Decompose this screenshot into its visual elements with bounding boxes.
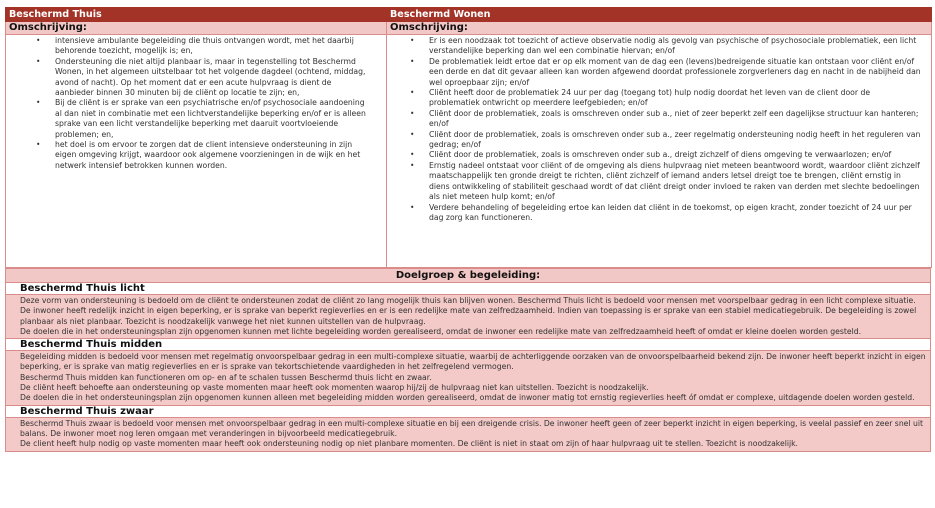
list-item: • Cliënt heeft door de problematiek 24 uur per dag (toegang tot) hulp nodig doordat het leven van de client door de problematiek ontwricht op meerdere leefgebieden; en/of [410,88,871,108]
bullet-icon: • [36,98,41,108]
list-item: • Cliënt door de problematiek, zoals is omschreven onder sub a., niet of zeer beperkt zelf een dagelijkse structuur kan hanteren; en/of [410,108,919,129]
paragraph: Deze vorm van ondersteuning is bedoeld om de cliënt te ondersteunen zodat de cliënt zo lang mogelijk thuis kan blijven wonen. Beschermd Thuis licht is bedoeld voor mensen met voorspelbaar gedrag in een licht complexe situatie. De inwoner heeft redelijk inzicht in eigen beperking, er is sprake van beperkt regieverlies en er is een redelijke mate van zelfredzaamheid. Indien van toepassing is er sprake van een stabiel medicatiegebruik. De begeleiding is zowel planbaar als niet planbaar. Toezicht is noodzakelijk vanwege het niet kunnen uitstellen van de hulpvraag. [20,296,917,326]
bullet-icon: • [410,108,415,118]
beschermd-thuis-bullet-list [6,35,386,171]
bullet-icon: • [36,140,41,150]
beschermd-thuis-title: Beschermd Thuis [6,8,387,22]
bullet-icon: • [36,36,41,45]
paragraph: De client heeft hulp nodig op vaste momenten maar heeft ook ondersteuning nodig op niet planbare momenten. De cliënt is niet in staat om zijn of haar hulpvraag uit te stellen. Toezicht is noodzakelijk. [20,439,798,449]
list-item: • De problematiek leidt ertoe dat er op elk moment van de dag een (levens)bedreigende situatie kan ontstaan voor cliënt en/of een derde en dat dit gevaar alleen kan worden afgewend doordat professionele zorgverleners dag en nacht in de nabijheid dan wel oproepbaar zijn; en/of [410,56,921,87]
bullet-icon: • [410,150,415,160]
bullet-icon: • [36,56,41,66]
paragraph: Begeleiding midden is bedoeld voor mensen met regelmatig onvoorspelbaar gedrag in een multi-complexe situatie, waarbij de achterliggende oorzaken van de onvoorspelbaarheid bekend zijn. De inwoner heeft beperkt inzicht in eigen beperking, er is sprake van matig regieverlies en er is sprake van tekortschietende vaardigheden in het zelfregelend vermogen. [20,352,926,372]
bullet-icon: • [410,202,415,212]
beschermd-wonen-bullet-list [387,35,931,223]
section-title-licht: Beschermd Thuis licht [6,283,931,295]
doelgroep-header: Doelgroep & begeleiding: [6,269,931,283]
paragraph: De doelen die in het ondersteuningsplan zijn opgenomen kunnen alleen met begeleiding midden worden gerealiseerd, omdat de inwoner matig tot ernstig regieverlies heeft óf omdat er complexe, uitdagende doelen worden gesteld. [20,393,915,403]
section-body-zwaar [6,417,931,451]
list-item: • intensieve ambulante begeleiding die thuis ontvangen wordt, met het daarbij behorende toezicht, mogelijk is; en, [36,36,354,56]
bullet-icon: • [410,160,415,170]
beschermd-thuis-omschrijving-label: Omschrijving: [6,22,387,35]
section-body-midden [6,351,931,405]
list-item: • Cliënt door de problematiek, zoals is omschreven onder sub a., dreigt zichzelf of diens omgeving te verwaarlozen; en/of [410,150,892,160]
beschermd-thuis-description [6,35,387,268]
section-title-midden: Beschermd Thuis midden [6,339,931,351]
list-item: • Er is een noodzaak tot toezicht of actieve observatie nodig als gevolg van psychische of psychosociale problematiek, een licht verstandelijke beperking dan wel een combinatie hiervan; en/of [410,36,917,56]
list-item: • Ondersteuning die niet altijd planbaar is, maar in tegenstelling tot Beschermd Wonen, in het algemeen uitstelbaar tot het volgende dagdeel (ochtend, middag, avond of nacht). Op het moment dat er een acute hulpvraag is dient de aanbieder binnen 30 minuten bij de cliënt op locatie te zijn; en, [36,56,366,98]
beschermd-wonen-title: Beschermd Wonen [387,8,932,22]
list-item: • Ernstig nadeel ontstaat voor cliënt of de omgeving als diens hulpvraag niet meteen beantwoord wordt, waardoor cliënt zichzelf maatschappelijk ten gronde dreigt te richten, cliënt zichzelf of iemand anders letsel dreigt toe te brengen, cliënt ernstig in diens ontwikkeling of stabiliteit geschaad wordt of dat cliënt dreigt onder invloed te raken van derden met slechte bedoelingen als niet meteen hulp komt; en/of [410,160,920,202]
doelgroep-table [5,268,931,452]
section-title-zwaar: Beschermd Thuis zwaar [6,405,931,417]
beschermd-wonen-omschrijving-label: Omschrijving: [387,22,932,35]
bullet-icon: • [410,56,415,66]
document [5,7,931,452]
list-item: • Bij de cliënt is er sprake van een psychiatrische en/of psychosociale aandoening al dan niet in combinatie met een lichtverstandelijke beperking en/of er is alleen sprake van een licht verstandelijke beperking met daaruit voortvloeiende problemen; en, [36,98,366,139]
bullet-icon: • [410,36,415,45]
section-body-licht [6,295,931,339]
beschermd-wonen-description [387,35,932,268]
paragraph: De cliënt heeft behoefte aan ondersteuning op vaste momenten maar heeft ook momenten waarop hij/zij de hulpvraag niet kan uitstellen. Toezicht is noodzakelijk. [20,383,649,393]
paragraph: Beschermd Thuis zwaar is bedoeld voor mensen met onvoorspelbaar gedrag in een multi-complexe situatie en bij een dreigende crisis. De inwoner heeft geen of zeer beperkt inzicht in eigen beperking, is veelal passief en zeer snel uit balans. De inwoner moet nog leren omgaan met veranderingen in bijvoorbeeld medicatiegebruik. [20,418,924,438]
description-table [5,7,932,268]
paragraph: De doelen die in het ondersteuningsplan zijn opgenomen kunnen met lichte begeleiding worden gerealiseerd, omdat de inwoner een redelijke mate van zelfredzaamheid heeft of omdat er kleine doelen worden gesteld. [20,326,862,336]
bullet-icon: • [410,88,415,98]
bullet-icon: • [410,129,415,139]
list-item: • Verdere behandeling of begeleiding ertoe kan leiden dat cliënt in de toekomst, op eigen kracht, zonder toezicht of 24 uur per dag zorg kan functioneren. [410,202,912,222]
list-item: • het doel is om ervoor te zorgen dat de client intensieve ondersteuning in zijn eigen omgeving krijgt, waardoor ook algemene voorzieningen in de wijk en het netwerk intensief betrokken kunnen worden. [36,140,361,170]
list-item: • Cliënt door de problematiek, zoals is omschreven onder sub a., zeer regelmatig ondersteuning nodig heeft in het reguleren van gedrag; en/of [410,129,921,150]
paragraph: Beschermd Thuis midden kan functioneren om op- en af te schalen tussen Beschermd thuis licht en zwaar. [20,372,432,382]
